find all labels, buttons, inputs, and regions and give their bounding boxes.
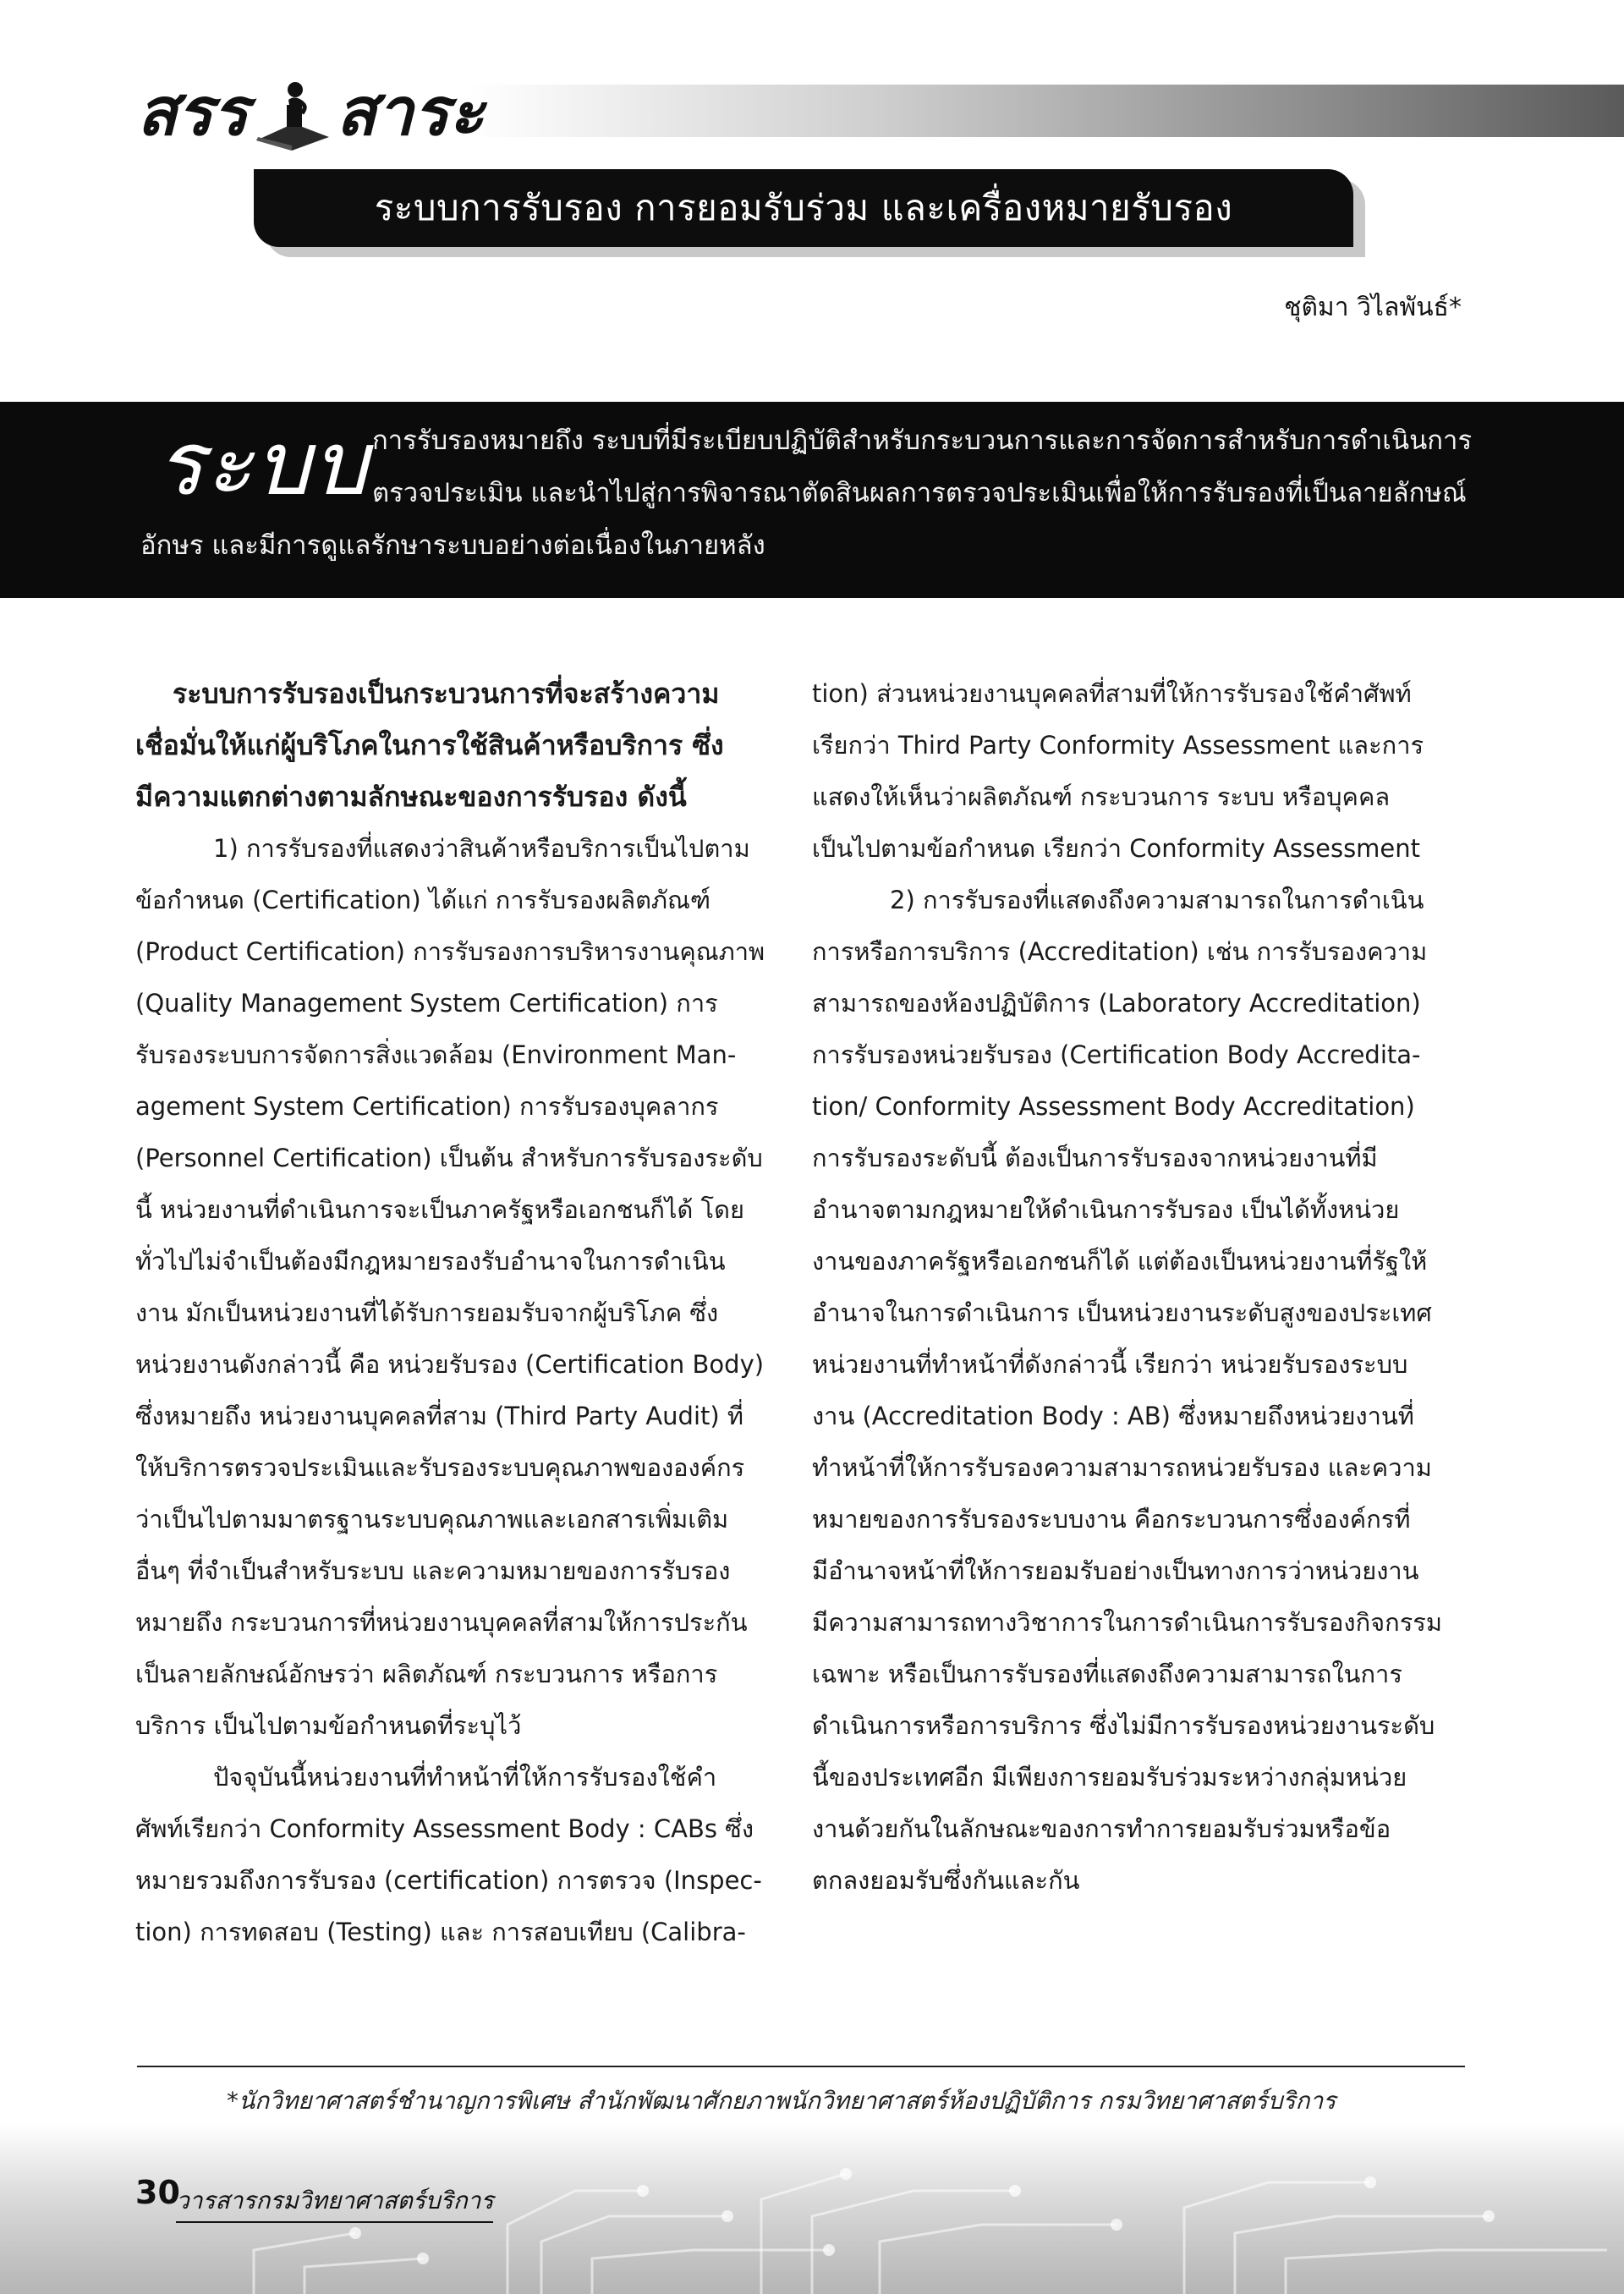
paragraph-line: ซึ่งหมายถึง หน่วยงานบุคคลที่สาม (Third Party Audit) ที่ [135,1402,744,1430]
paragraph-line: ว่าเป็นไปตามมาตรฐานระบบคุณภาพและเอกสารเพิ่มเติม [135,1505,729,1534]
paragraph-line: 1) การรับรองที่แสดงว่าสินค้าหรือบริการเป็นไปตาม [213,834,750,863]
paragraph-line: ให้บริการตรวจประเมินและรับรองระบบคุณภาพขององค์กร [135,1453,745,1482]
left-column [135,668,787,1958]
paragraph-line: แสดงให้เห็นว่าผลิตภัณฑ์ กระบวนการ ระบบ หรือบุคคล [812,782,1391,811]
paragraph-line: มีความสามารถทางวิชาการในการดำเนินการรับรองกิจกรรม [812,1608,1442,1637]
paragraph-line: สามารถของห้องปฏิบัติการ (Laboratory Accreditation) [812,989,1421,1018]
paragraph-line: เป็นไปตามข้อกำหนด เรียกว่า Conformity Assessment [812,834,1421,863]
paragraph-line: tion/ Conformity Assessment Body Accreditation) [812,1092,1415,1121]
paragraph-line: ทั่วไปไม่จำเป็นต้องมีกฎหมายรองรับอำนาจในการดำเนิน [135,1247,726,1276]
paragraph-line: การหรือการบริการ (Accreditation) เช่น การรับรองความ [812,937,1428,966]
intro-band [0,402,1624,598]
paragraph-line: ดำเนินการหรือการบริการ ซึ่งไม่มีการรับรองหน่วยงานระดับ [812,1711,1435,1740]
paragraph-line: อื่นๆ ที่จำเป็นสำหรับระบบ และความหมายของการรับรอง [135,1556,731,1585]
paragraph-line: งานด้วยกันในลักษณะของการทำการยอมรับร่วมหรือข้อ [812,1814,1391,1843]
footnote-divider [137,2066,1465,2067]
paragraph-line: (Quality Management System Certification) การ [135,989,718,1018]
thinker-statue-icon [251,71,332,152]
paragraph-line: (Personnel Certification) เป็นต้น สำหรับการรับรองระดับ [135,1144,763,1172]
intro-line: ตรวจประเมิน และนำไปสู่การพิจารณาตัดสินผลการตรวจประเมินเพื่อให้การรับรองที่เป็นลายลักษณ์ [372,478,1467,508]
paragraph-line: หมายของการรับรองระบบงาน คือกระบวนการซึ่งองค์กรที่ [812,1505,1411,1534]
lead-paragraph-line: ระบบการรับรองเป็นกระบวนการที่จะสร้างความ [173,678,720,710]
paragraph-line: เฉพาะ หรือเป็นการรับรองที่แสดงถึงความสามารถในการ [812,1660,1402,1688]
author-name: ชุติมา วิไลพันธ์* [1284,293,1462,322]
author-footnote: *นักวิทยาศาสตร์ชำนาญการพิเศษ สำนักพัฒนาศักยภาพนักวิทยาศาสตร์ห้องปฏิบัติการ กรมวิทยาศาสตร์บริการ [227,2087,1336,2115]
paragraph-line: ตกลงยอมรับซึ่งกันและกัน [812,1866,1080,1895]
paragraph-line: 2) การรับรองที่แสดงถึงความสามารถในการดำเนิน [890,886,1424,914]
paragraph-line: เป็นลายลักษณ์อักษรว่า ผลิตภัณฑ์ กระบวนการ หรือการ [135,1660,718,1688]
page-number: 30 [135,2174,180,2211]
paragraph-line: มีอำนาจหน้าที่ให้การยอมรับอย่างเป็นทางการว่าหน่วยงาน [812,1556,1419,1585]
paragraph-line: หน่วยงานที่ทำหน้าที่ดังกล่าวนี้ เรียกว่า หน่วยรับรองระบบ [812,1350,1408,1379]
intro-dropcap: ระบบ [156,412,370,515]
lead-paragraph-line: มีความแตกต่างตามลักษณะของการรับรอง ดังนี้ [135,781,687,813]
paragraph-line: การรับรองหน่วยรับรอง (Certification Body Accredita- [812,1040,1421,1069]
paragraph-line: การรับรองระดับนี้ ต้องเป็นการรับรองจากหน่วยงานที่มี [812,1144,1378,1172]
paragraph-line: นี้ของประเทศอีก มีเพียงการยอมรับร่วมระหว่างกลุ่มหน่วย [812,1763,1407,1792]
paragraph-line: รับรองระบบการจัดการสิ่งแวดล้อม (Environment Man- [135,1040,737,1069]
paragraph-line: ข้อกำหนด (Certification) ได้แก่ การรับรองผลิตภัณฑ์ [135,886,711,914]
brand-text-right: สาระ [336,74,485,151]
lead-paragraph-line: เชื่อมั่นให้แก่ผู้บริโภคในการใช้สินค้าหรือบริการ ซึ่ง [135,729,724,761]
paragraph-line: หมายถึง กระบวนการที่หน่วยงานบุคคลที่สามให้การประกัน [135,1608,748,1637]
paragraph-line: หมายรวมถึงการรับรอง (certification) การตรวจ (Inspec- [135,1866,762,1895]
paragraph-line: หน่วยงานดังกล่าวนี้ คือ หน่วยรับรอง (Certification Body) [135,1350,765,1379]
paragraph-line: agement System Certification) การรับรองบุคลากร [135,1092,719,1121]
journal-name: วารสารกรมวิทยาศาสตร์บริการ [176,2182,493,2223]
paragraph-line: เรียกว่า Third Party Conformity Assessment และการ [812,731,1424,760]
paragraph-line: งานของภาครัฐหรือเอกชนก็ได้ แต่ต้องเป็นหน่วยงานที่รัฐให้ [812,1247,1428,1276]
paragraph-line: นี้ หน่วยงานที่ดำเนินการจะเป็นภาครัฐหรือเอกชนก็ได้ โดย [135,1195,744,1224]
paragraph-line: อำนาจในการดำเนินการ เป็นหน่วยงานระดับสูงของประเทศ [812,1298,1432,1327]
article-title-block [254,169,1353,247]
right-column [812,668,1465,1907]
brand-gradient-bar [469,85,1624,137]
paragraph-line: บริการ เป็นไปตามข้อกำหนดที่ระบุไว้ [135,1711,522,1740]
paragraph-line: ทำหน้าที่ให้การรับรองความสามารถหน่วยรับรอง และความ [812,1453,1432,1482]
paragraph-line: ปัจจุบันนี้หน่วยงานที่ทำหน้าที่ให้การรับรองใช้คำ [213,1763,717,1792]
intro-line: การรับรองหมายถึง ระบบที่มีระเบียบปฏิบัติสำหรับกระบวนการและการจัดการสำหรับการดำเนินการ [372,425,1473,456]
paragraph-line: tion) การทดสอบ (Testing) และ การสอบเทียบ (Calibra- [135,1918,746,1946]
paragraph-line: tion) ส่วนหน่วยงานบุคคลที่สามที่ให้การรับรองใช้คำศัพท์ [812,679,1412,708]
paragraph-line: งาน มักเป็นหน่วยงานที่ได้รับการยอมรับจากผู้บริโภค ซึ่ง [135,1298,719,1327]
paragraph-line: งาน (Accreditation Body : AB) ซึ่งหมายถึงหน่วยงานที่ [812,1402,1414,1430]
paragraph-line: (Product Certification) การรับรองการบริหารงานคุณภาพ [135,937,765,966]
column-brand [137,71,485,152]
article-title: ระบบการรับรอง การยอมรับร่วม และเครื่องหมายรับรอง [254,169,1353,247]
brand-text-left: สรร [137,74,249,151]
paragraph-line: ศัพท์เรียกว่า Conformity Assessment Body : CABs ซึ่ง [135,1814,754,1843]
paragraph-line: อำนาจตามกฎหมายให้ดำเนินการรับรอง เป็นได้ทั้งหน่วย [812,1195,1400,1224]
intro-line: อักษร และมีการดูแลรักษาระบบอย่างต่อเนื่องในภายหลัง [140,530,765,561]
